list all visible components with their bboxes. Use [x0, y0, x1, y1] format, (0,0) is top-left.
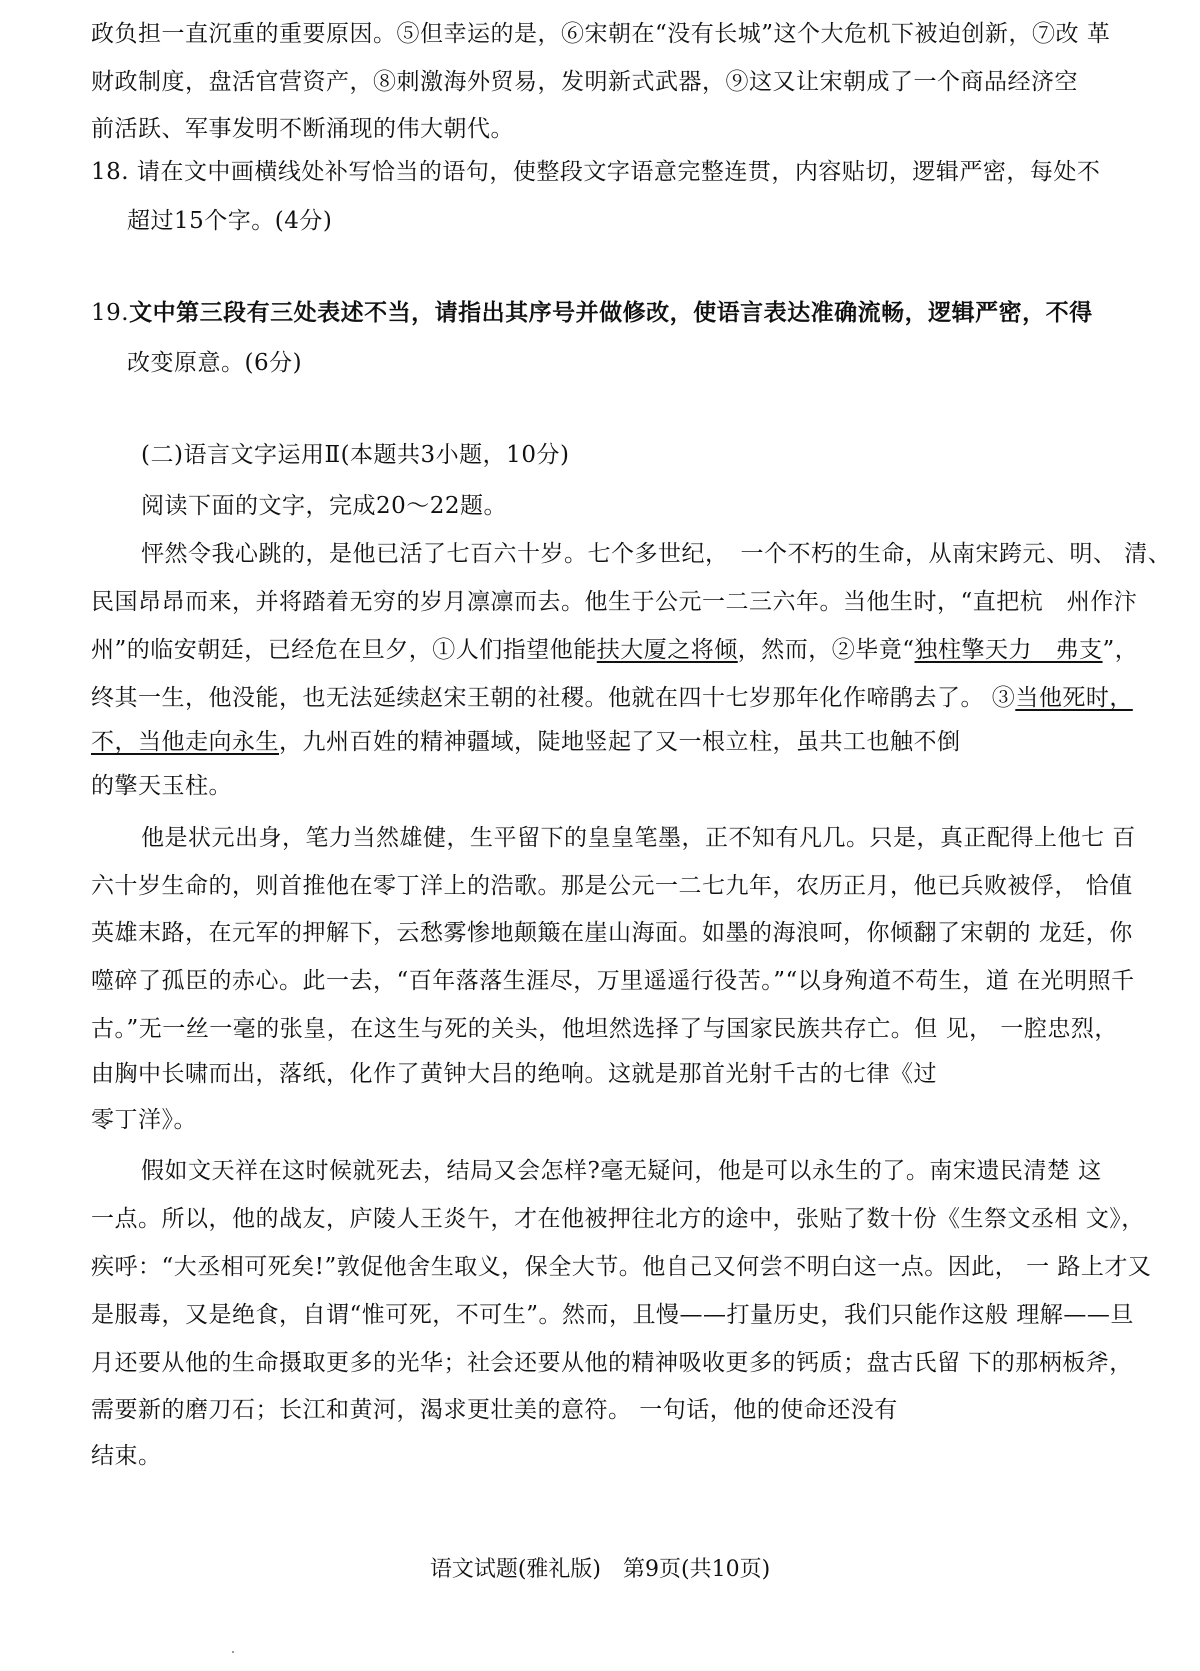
para2-line-6: 由胸中长啸而出，落纸，化作了黄钟大吕的绝响。这就是那首光射千古的七律《过 [91, 1061, 937, 1087]
para1-line-4 [91, 684, 1133, 712]
para1-line-4-text: 终其一生，他没能，也无法延续赵宋王朝的社稷。他就在四十七岁那年化作啼鹃去了。 ③ [91, 685, 1016, 711]
para1-line-3 [91, 636, 1138, 664]
question-19-number: 19. [91, 300, 130, 326]
para1-line-3-text-a: 州”的临安朝廷，已经危在旦夕，①人们指望他能 [91, 637, 597, 663]
para1-line-2: 民国昂昂而来，并将踏着无穷的岁月凛凛而去。他生于公元一二三六年。当他生时，“直把杭 州作汴 [91, 589, 1138, 615]
page-footer: 语文试题(雅礼版) 第9页(共10页) [429, 1557, 771, 1582]
passage-line-2: 财政制度，盘活官营资产，⑧刺激海外贸易，发明新式武器，⑨这又让宋朝成了一个商品经济空 [91, 69, 1078, 95]
underlined-phrase-3a: 当他死时， [1015, 685, 1133, 711]
section-instruction: 阅读下面的文字，完成20～22题。 [141, 493, 508, 519]
question-19-line-2: 改变原意。(6分) [127, 350, 303, 376]
para2-line-3: 英雄末路，在元军的押解下，云愁雾惨地颠簸在崖山海面。如墨的海浪呵，你倾翻了宋朝的 龙廷，你 [91, 920, 1133, 946]
passage-line-1: 政负担一直沉重的重要原因。⑤但幸运的是，⑥宋朝在“没有长城”这个大危机下被迫创新，⑦改 革 [91, 21, 1111, 47]
para1-line-3-text-c: ”， [1102, 637, 1139, 663]
para2-line-7: 零丁洋》。 [91, 1107, 197, 1133]
para3-line-2: 一点。所以，他的战友，庐陵人王炎午，才在他被押往北方的途中，张贴了数十份《生祭文丞相 文》， [91, 1206, 1145, 1232]
scan-speck [232, 1651, 234, 1653]
para3-line-1: 假如文天祥在这时候就死去，结局又会怎样?毫无疑问，他是可以永生的了。南宋遗民清楚 这 [141, 1158, 1102, 1184]
para2-line-1: 他是状元出身，笔力当然雄健，生平留下的皇皇笔墨，正不知有凡几。只是，真正配得上他七 百 [141, 825, 1136, 851]
para2-line-2: 六十岁生命的，则首推他在零丁洋上的浩歌。那是公元一二七九年，农历正月，他已兵败被俘， 恰值 [91, 873, 1133, 899]
para3-line-5: 月还要从他的生命摄取更多的光华；社会还要从他的精神吸收更多的钙质；盘古氏留 下的那柄板斧， [91, 1350, 1133, 1376]
para3-line-7: 结束。 [91, 1443, 162, 1469]
para3-line-3: 疾呼：“大丞相可死矣!”敦促他舍生取义，保全大节。他自己又何尝不明白这一点。因此， 一 路上才又 [91, 1254, 1152, 1280]
para1-line-5 [91, 728, 961, 756]
question-18-line-2: 超过15个字。(4分) [127, 208, 333, 234]
underlined-phrase-3b: 不，当他走向永生 [91, 729, 279, 755]
question-19-text: 文中第三段有三处表述不当，请指出其序号并做修改，使语言表达准确流畅，逻辑严密，不得 [129, 299, 1093, 326]
section-heading: (二)语言文字运用Ⅱ(本题共3小题，10分) [141, 442, 570, 468]
para2-line-5: 古。”无一丝一毫的张皇，在这生与死的关头，他坦然选择了与国家民族共存亡。但 见， 一腔忠烈， [91, 1016, 1118, 1042]
question-19-line-1 [91, 299, 1093, 327]
passage-line-3: 前活跃、军事发明不断涌现的伟大朝代。 [91, 116, 514, 142]
para1-line-1: 怦然令我心跳的，是他已活了七百六十岁。七个多世纪， 一个不朽的生命，从南宋跨元、明、 清、 [141, 541, 1172, 567]
underlined-phrase-1: 扶大厦之将倾 [596, 637, 738, 663]
para3-line-6: 需要新的磨刀石；长江和黄河，渴求更壮美的意符。 一句话，他的使命还没有 [91, 1397, 898, 1423]
underlined-phrase-2: 独柱擎天力 弗支 [914, 637, 1103, 663]
para1-line-6: 的擎天玉柱。 [91, 773, 232, 799]
question-18-line-1: 18. 请在文中画横线处补写恰当的语句，使整段文字语意完整连贯，内容贴切，逻辑严密，每处不 [91, 159, 1101, 185]
para2-line-4: 噬碎了孤臣的赤心。此一去，“百年落落生涯尽，万里遥遥行役苦。”“以身殉道不苟生，道 在光明照千 [91, 968, 1135, 994]
para1-line-3-text-b: ，然而，②毕竟“ [737, 637, 915, 663]
para1-line-5-text: ，九州百姓的精神疆域，陡地竖起了又一根立柱，虽共工也触不倒 [279, 729, 961, 755]
para3-line-4: 是服毒，又是绝食，自谓“惟可死，不可生”。然而，且慢——打量历史，我们只能作这般 理解——旦 [91, 1302, 1134, 1328]
